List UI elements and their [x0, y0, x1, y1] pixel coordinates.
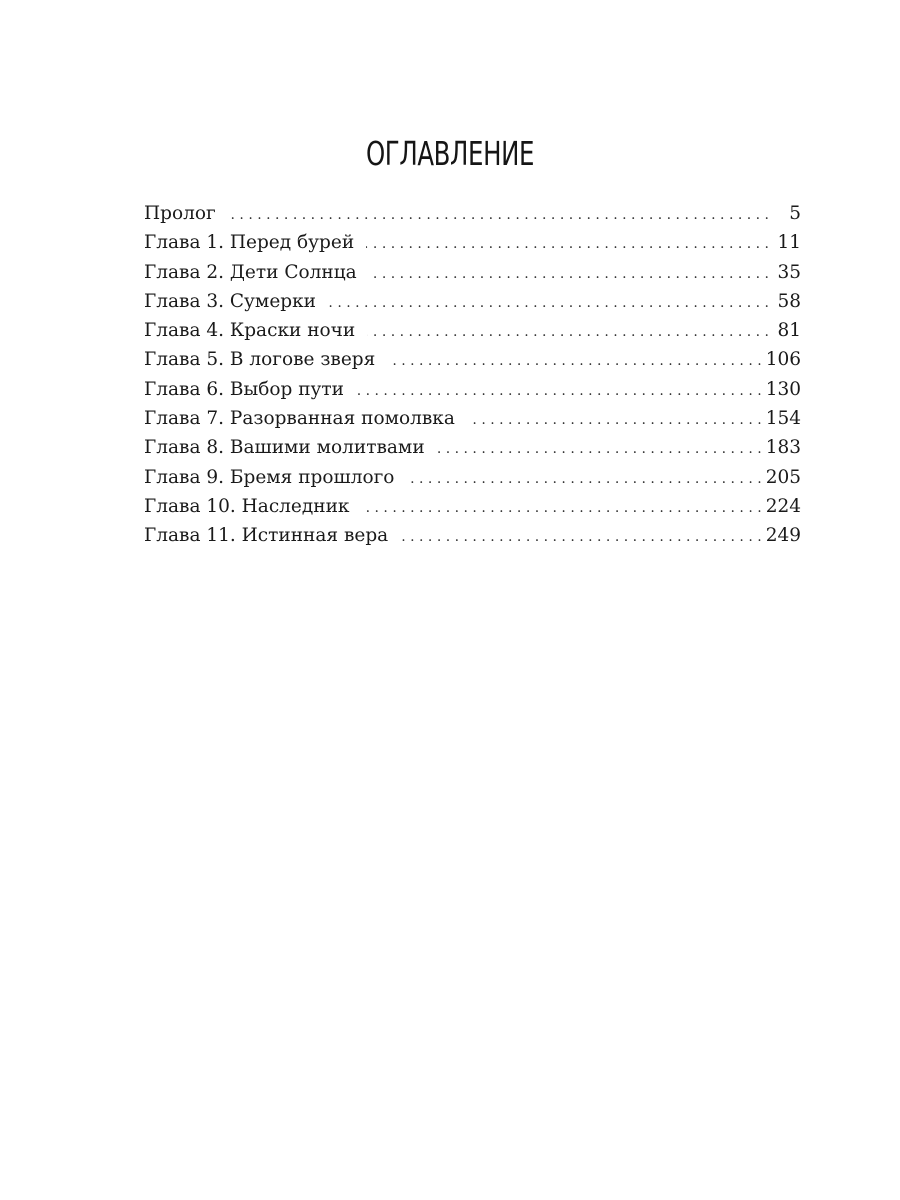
dot-leader	[328, 289, 769, 318]
toc-entry	[144, 492, 801, 521]
toc-entry-title: Глава 7. Разорванная помолвка	[144, 408, 455, 430]
dot-leader	[400, 523, 761, 552]
toc-entry-title: Глава 8. Вашими молитвами	[144, 437, 425, 459]
toc-page-number: 183	[765, 437, 801, 459]
toc-entry	[144, 433, 801, 462]
toc-page-number: 130	[765, 378, 801, 400]
toc-entry-title: Глава 9. Бремя прошлого	[144, 466, 395, 488]
page-title: ОГЛАВЛЕНИЕ	[365, 134, 535, 173]
dot-leader	[437, 435, 762, 464]
toc-page-number: 224	[765, 495, 801, 517]
toc-entry	[144, 463, 801, 492]
toc-entry	[144, 199, 801, 228]
toc-entry	[144, 287, 801, 316]
toc-entry-title: Пролог	[144, 203, 216, 224]
toc-entry	[144, 228, 801, 257]
dot-leader	[367, 318, 769, 347]
toc-entry-title: Глава 1. Перед бурей	[144, 232, 355, 254]
toc-entry-title: Глава 6. Выбор пути	[144, 378, 344, 400]
toc-entry	[144, 258, 801, 287]
toc-page-number: 154	[765, 408, 801, 430]
table-of-contents	[144, 199, 801, 551]
toc-page-number: 249	[765, 525, 801, 547]
toc-page-number: 58	[777, 290, 801, 312]
toc-entry-title: Глава 10. Наследник	[144, 495, 350, 517]
dot-leader	[356, 377, 762, 406]
toc-page-number: 205	[765, 466, 801, 488]
toc-entry-title: Глава 2. Дети Солнца	[144, 261, 357, 283]
toc-entry	[144, 316, 801, 345]
toc-entry	[144, 345, 801, 374]
toc-entry	[144, 404, 801, 433]
toc-page-number: 11	[777, 232, 801, 254]
toc-page-number: 106	[765, 349, 801, 371]
toc-entry	[144, 375, 801, 404]
toc-entry-title: Глава 3. Сумерки	[144, 290, 317, 312]
dot-leader	[369, 260, 769, 289]
dot-leader	[406, 465, 761, 494]
dot-leader	[467, 406, 762, 435]
dot-leader	[387, 347, 761, 376]
toc-page-number: 81	[777, 320, 801, 342]
toc-entry-title: Глава 5. В логове зверя	[144, 349, 376, 371]
dot-leader	[228, 201, 769, 230]
toc-entry-title: Глава 11. Истинная вера	[144, 525, 389, 547]
toc-entry-title: Глава 4. Краски ночи	[144, 320, 356, 342]
toc-page-number: 5	[789, 203, 801, 224]
toc-entry	[144, 521, 801, 550]
dot-leader	[366, 230, 769, 259]
dot-leader	[362, 494, 762, 523]
toc-page-number: 35	[777, 261, 801, 283]
